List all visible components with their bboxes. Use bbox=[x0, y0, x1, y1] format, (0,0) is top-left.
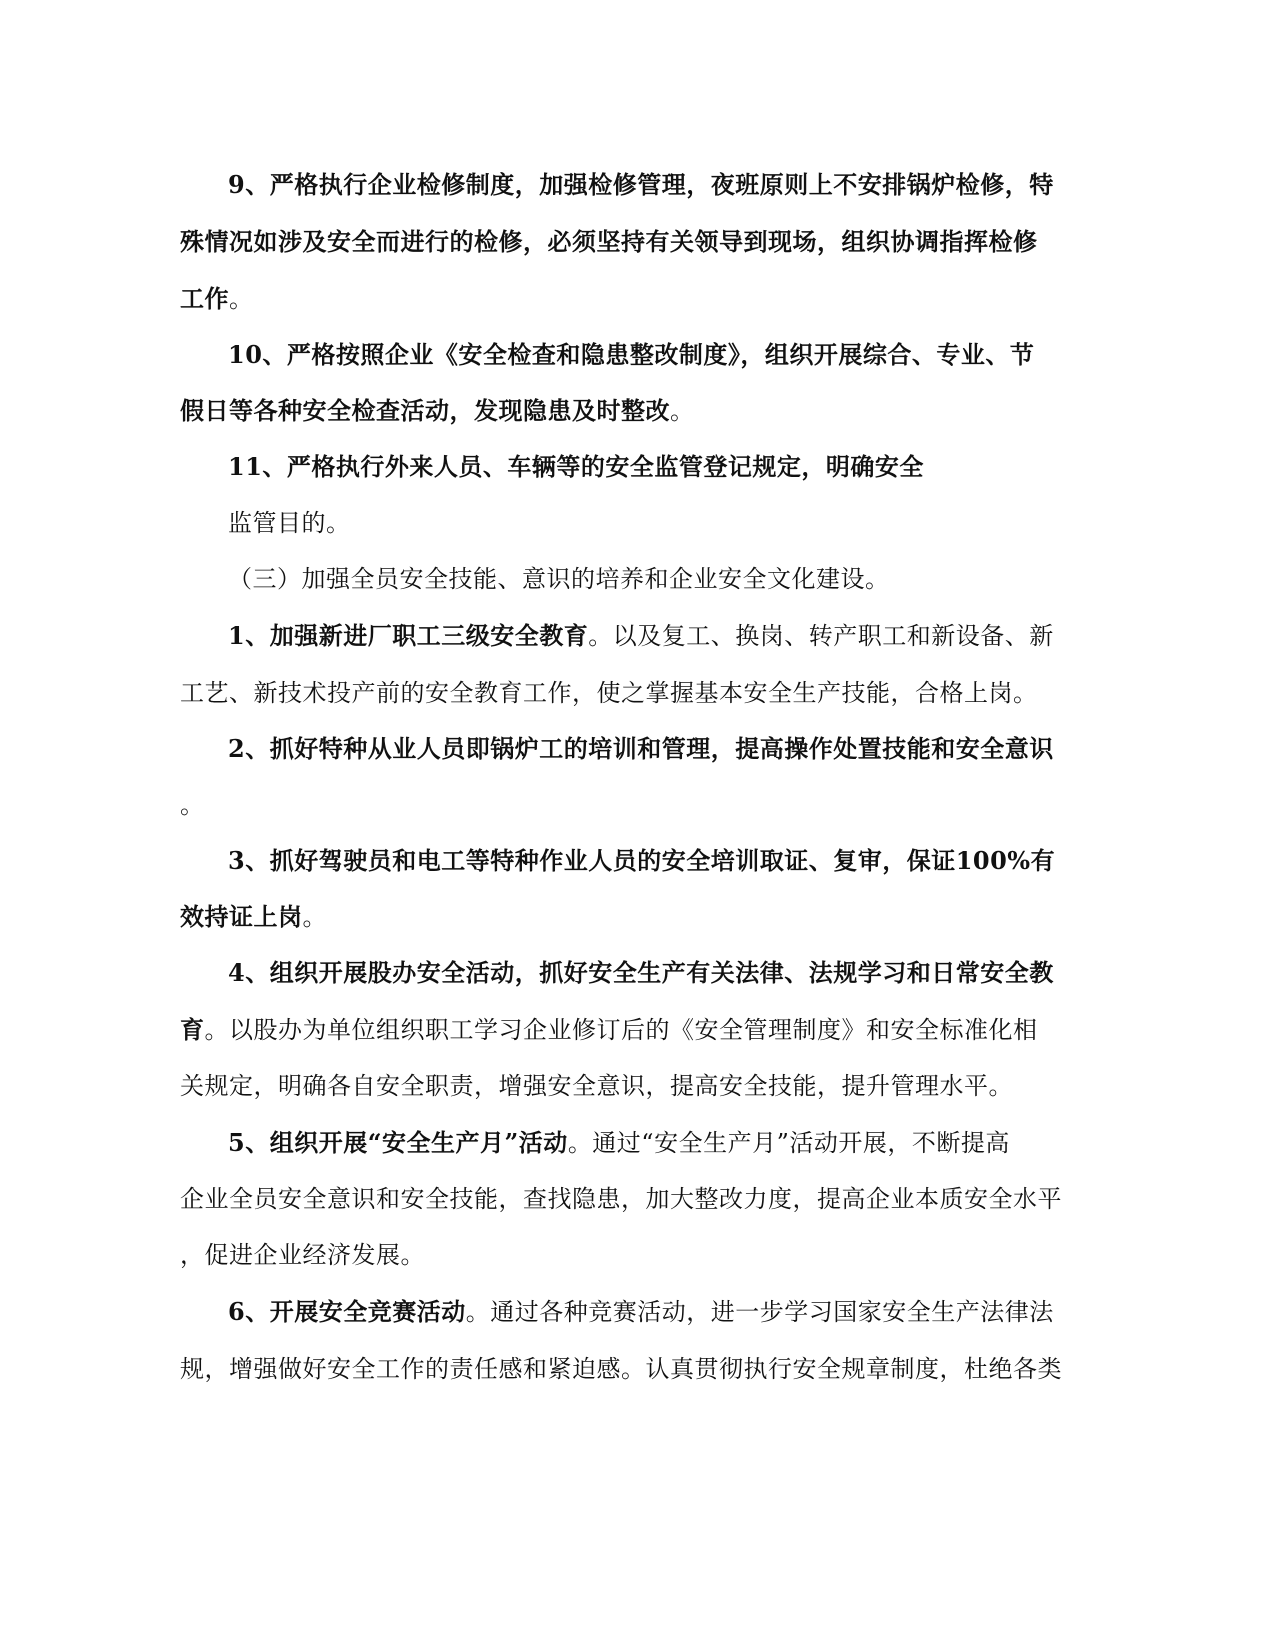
text-line bbox=[180, 1240, 425, 1270]
section-heading bbox=[228, 564, 890, 594]
regular-text: 。 bbox=[229, 285, 254, 313]
text-line bbox=[228, 958, 1054, 988]
regular-text: （三）加强全员安全技能、意识的培养和企业安全文化建设。 bbox=[228, 565, 890, 593]
bold-text: 4、组织开展股办安全活动，抓好安全生产有关法律、法规学习和日常安全教 bbox=[228, 958, 1054, 987]
text-line bbox=[228, 1297, 1054, 1327]
text-line bbox=[180, 678, 1038, 708]
regular-text: 。通过各种竞赛活动，进一步学习国家安全生产法律法 bbox=[465, 1298, 1054, 1326]
bold-text: 9、严格执行企业检修制度，加强检修管理，夜班原则上不安排锅炉检修，特 bbox=[228, 170, 1054, 199]
text-line bbox=[180, 790, 205, 820]
text-line bbox=[228, 452, 924, 482]
text-line bbox=[180, 1184, 1062, 1214]
text-line bbox=[180, 1071, 1013, 1101]
bold-text: 假日等各种安全检查活动，发现隐患及时整改 bbox=[180, 396, 670, 425]
bold-text: 2、抓好特种从业人员即锅炉工的培训和管理，提高操作处置技能和安全意识 bbox=[228, 734, 1054, 763]
text-line bbox=[228, 170, 1054, 200]
text-line bbox=[180, 1015, 1038, 1045]
text-line bbox=[180, 227, 1038, 257]
regular-text: 。以及复工、换岗、转产职工和新设备、新 bbox=[588, 622, 1054, 650]
regular-text: 监管目的。 bbox=[228, 509, 351, 537]
bold-text: 殊情况如涉及安全而进行的检修，必须坚持有关领导到现场，组织协调指挥检修 bbox=[180, 227, 1038, 256]
regular-text: ，促进企业经济发展。 bbox=[180, 1241, 425, 1269]
regular-text: 企业全员安全意识和安全技能，查找隐患，加大整改力度，提高企业本质安全水平 bbox=[180, 1185, 1062, 1213]
text-line bbox=[180, 1354, 1062, 1384]
regular-text: 。通过“安全生产月”活动开展，不断提高 bbox=[567, 1129, 1010, 1157]
regular-text: 。 bbox=[302, 903, 327, 931]
regular-text: 工艺、新技术投产前的安全教育工作，使之掌握基本安全生产技能，合格上岗。 bbox=[180, 679, 1038, 707]
regular-text: 规，增强做好安全工作的责任感和紧迫感。认真贯彻执行安全规章制度，杜绝各类 bbox=[180, 1355, 1062, 1383]
text-line bbox=[228, 340, 1034, 370]
regular-text: 。 bbox=[180, 791, 205, 819]
text-line bbox=[180, 284, 254, 314]
text-line bbox=[180, 396, 695, 426]
regular-text: 关规定，明确各自安全职责，增强安全意识，提高安全技能，提升管理水平。 bbox=[180, 1072, 1013, 1100]
bold-text: 11、严格执行外来人员、车辆等的安全监管登记规定，明确安全 bbox=[228, 452, 924, 481]
bold-text: 育 bbox=[180, 1015, 205, 1044]
bold-text: 效持证上岗 bbox=[180, 902, 303, 931]
text-line bbox=[180, 902, 327, 932]
bold-text: 3、抓好驾驶员和电工等特种作业人员的安全培训取证、复审，保证100%有 bbox=[228, 846, 1056, 875]
bold-text: 1、加强新进厂职工三级安全教育 bbox=[228, 621, 589, 650]
bold-text: 工作 bbox=[180, 284, 229, 313]
bold-text: 6、开展安全竞赛活动 bbox=[228, 1297, 466, 1326]
text-line bbox=[228, 508, 351, 538]
text-line bbox=[228, 846, 1055, 876]
text-line bbox=[228, 1128, 1010, 1158]
text-line bbox=[228, 734, 1054, 764]
bold-text: 5、组织开展“安全生产月”活动 bbox=[228, 1128, 568, 1157]
regular-text: 。 bbox=[670, 397, 695, 425]
text-line bbox=[228, 621, 1054, 651]
regular-text: 。以股办为单位组织职工学习企业修订后的《安全管理制度》和安全标准化相 bbox=[204, 1016, 1038, 1044]
bold-text: 10、严格按照企业《安全检查和隐患整改制度》，组织开展综合、专业、节 bbox=[228, 340, 1035, 369]
